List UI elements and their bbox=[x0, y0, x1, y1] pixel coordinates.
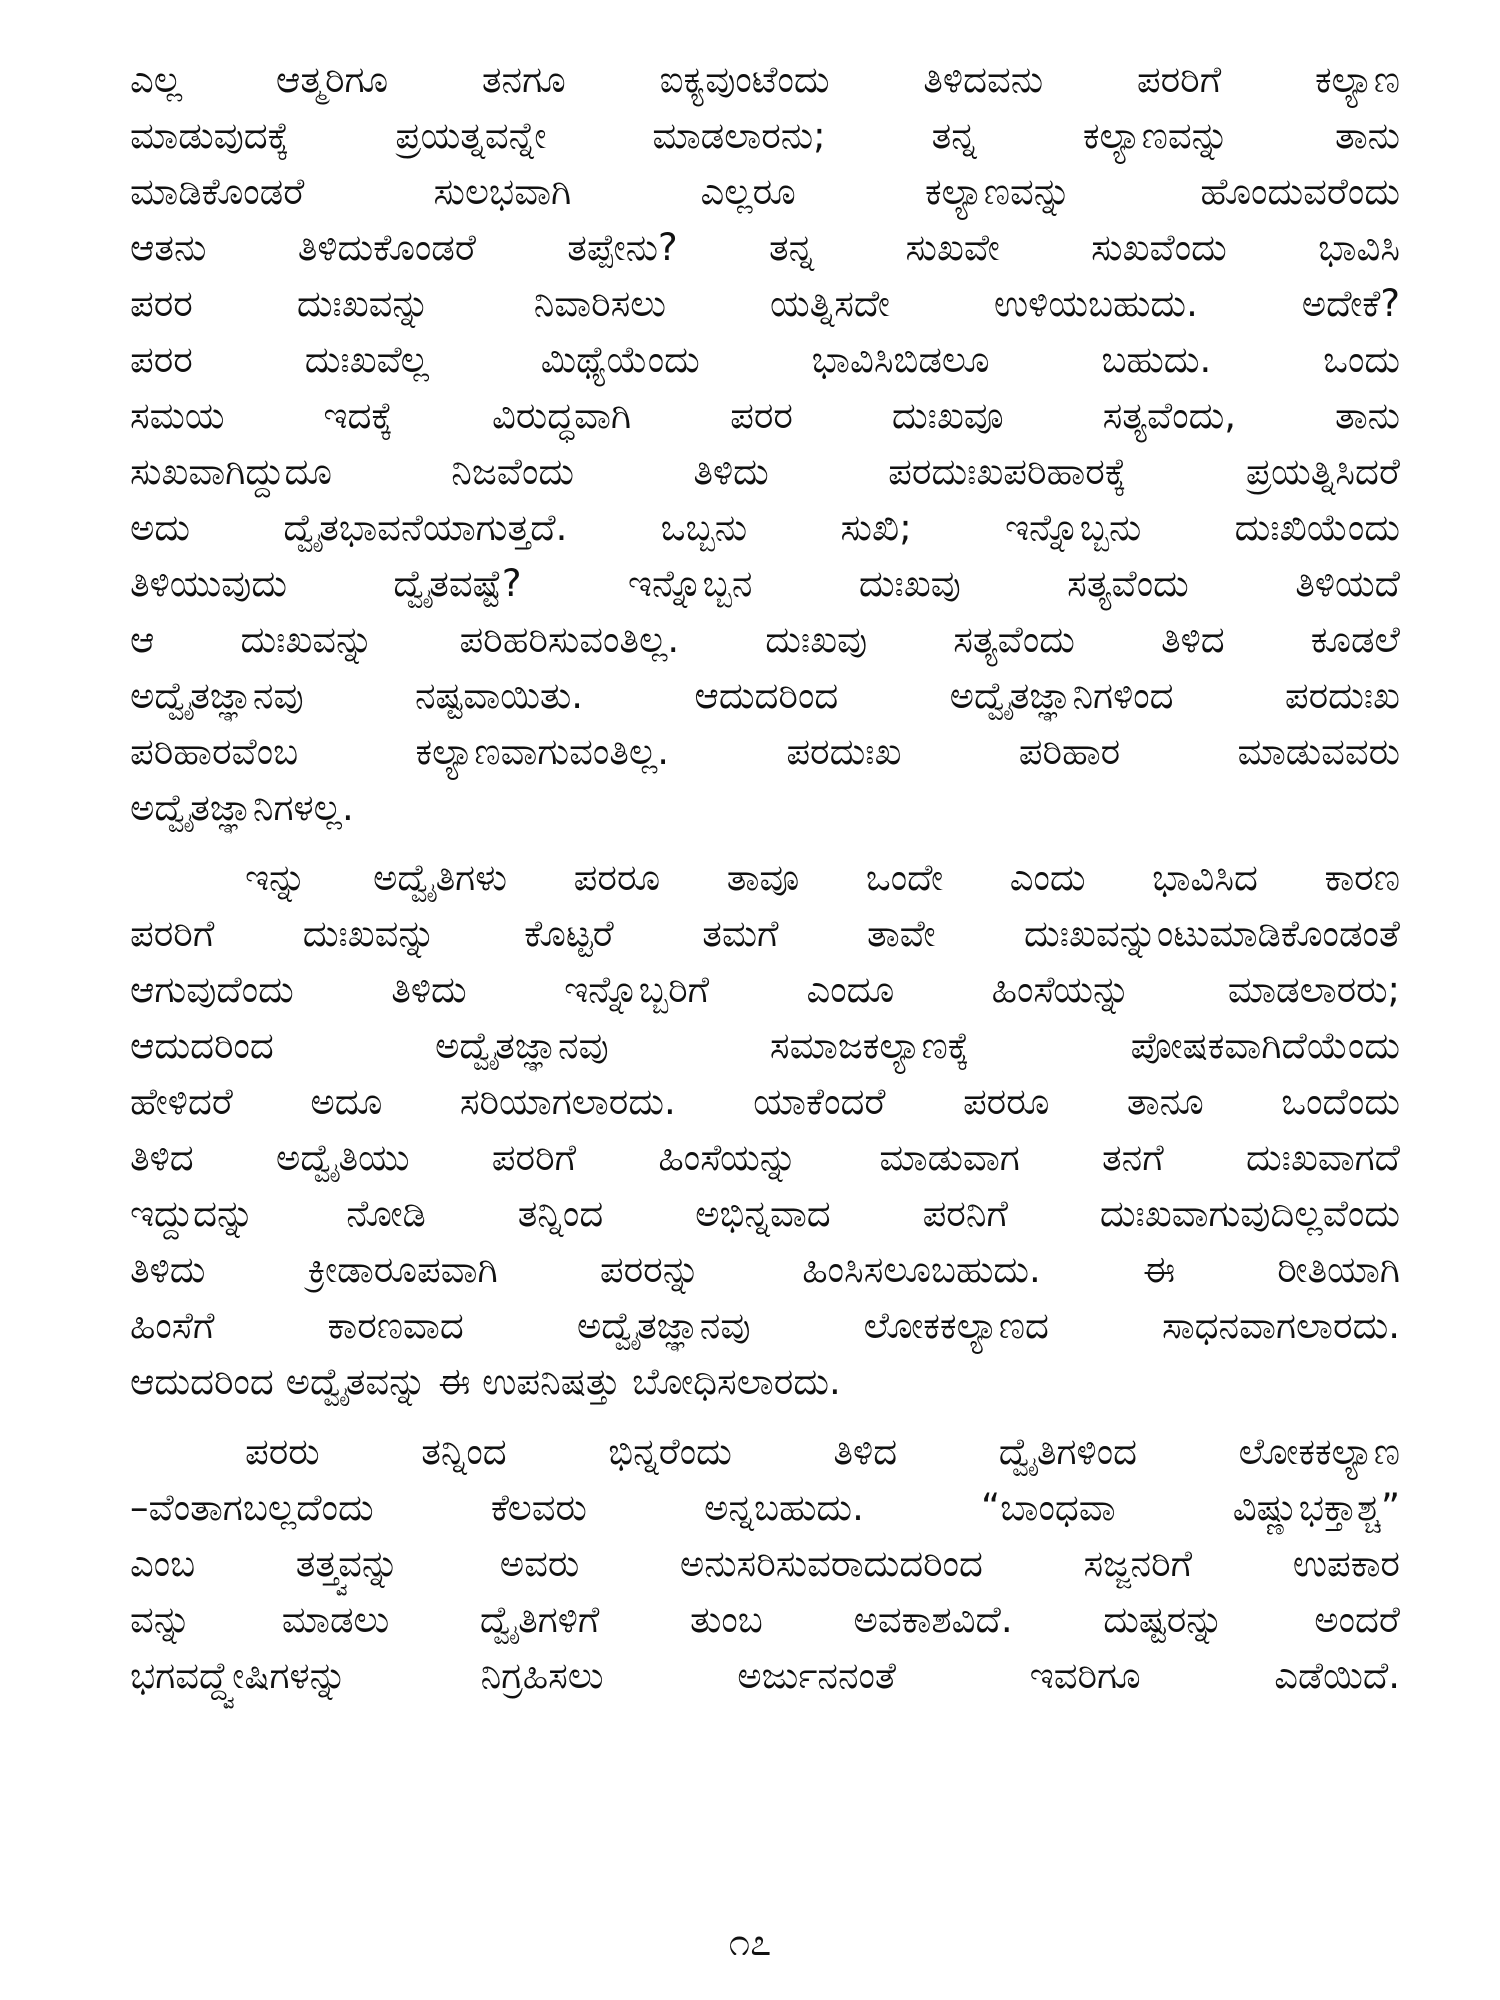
text-line: ತಿಳಿದು ಕ್ರೀಡಾರೂಪವಾಗಿ ಪರರನ್ನು ಹಿಂಸಿಸಲೂಬಹುದು. ಈ ರೀತಿಯಾಗಿ bbox=[130, 1248, 1400, 1291]
text-line: ಅದ್ವೈತಜ್ಞಾನವು ನಷ್ಟವಾಯಿತು. ಆದುದರಿಂದ ಅದ್ವೈತಜ್ಞಾನಿಗಳಿಂದ ಪರದುಃಖ bbox=[130, 674, 1400, 717]
text-line: ಹಿಂಸೆಗೆ ಕಾರಣವಾದ ಅದ್ವೈತಜ್ಞಾನವು ಲೋಕಕಲ್ಯಾಣದ ಸಾಧನವಾಗಲಾರದು. bbox=[130, 1304, 1400, 1347]
paragraph-3 bbox=[130, 1424, 1400, 1704]
text-line: ಮಾಡಿಕೊಂಡರೆ ಸುಲಭವಾಗಿ ಎಲ್ಲರೂ ಕಲ್ಯಾಣವನ್ನು ಹೊಂದುವರೆಂದು bbox=[130, 170, 1400, 213]
text-line: ಪರರ ದುಃಖವೆಲ್ಲ ಮಿಥ್ಯೆಯೆಂದು ಭಾವಿಸಿಬಿಡಲೂ ಬಹುದು. ಒಂದು bbox=[130, 338, 1400, 381]
page-number: ೧೭ bbox=[728, 1920, 772, 1964]
text-line: ಆದುದರಿಂದ ಅದ್ವೈತವನ್ನು ಈ ಉಪನಿಷತ್ತು ಬೋಧಿಸಲಾರದು. bbox=[130, 1360, 841, 1403]
text-line: ಇದ್ದುದನ್ನು ನೋಡಿ ತನ್ನಿಂದ ಅಭಿನ್ನವಾದ ಪರನಿಗೆ ದುಃಖವಾಗುವುದಿಲ್ಲವೆಂದು bbox=[130, 1192, 1400, 1235]
text-line: ಅದು ದ್ವೈತಭಾವನೆಯಾಗುತ್ತದೆ. ಒಬ್ಬನು ಸುಖಿ; ಇನ್ನೊಬ್ಬನು ದುಃಖಿಯೆಂದು bbox=[130, 506, 1400, 549]
text-line: ಇನ್ನು ಅದ್ವೈತಿಗಳು ಪರರೂ ತಾವೂ ಒಂದೇ ಎಂದು ಭಾವಿಸಿದ ಕಾರಣ bbox=[245, 856, 1400, 899]
text-line: ಅದ್ವೈತಜ್ಞಾನಿಗಳಲ್ಲ. bbox=[130, 786, 354, 829]
text-line: ಸುಖವಾಗಿದ್ದುದೂ ನಿಜವೆಂದು ತಿಳಿದು ಪರದುಃಖಪರಿಹಾರಕ್ಕೆ ಪ್ರಯತ್ನಿಸಿದರೆ bbox=[130, 450, 1400, 493]
text-line: ಪರಿಹಾರವೆಂಬ ಕಲ್ಯಾಣವಾಗುವಂತಿಲ್ಲ. ಪರದುಃಖ ಪರಿಹಾರ ಮಾಡುವವರು bbox=[130, 730, 1400, 773]
text-line: ಪರರು ತನ್ನಿಂದ ಭಿನ್ನರೆಂದು ತಿಳಿದ ದ್ವೈತಿಗಳಿಂದ ಲೋಕಕಲ್ಯಾಣ bbox=[245, 1430, 1400, 1473]
text-line: ತಿಳಿದ ಅದ್ವೈತಿಯು ಪರರಿಗೆ ಹಿಂಸೆಯನ್ನು ಮಾಡುವಾಗ ತನಗೆ ದುಃಖವಾಗದೆ bbox=[130, 1136, 1400, 1179]
paragraph-1 bbox=[130, 52, 1400, 836]
text-line: ಆ ದುಃಖವನ್ನು ಪರಿಹರಿಸುವಂತಿಲ್ಲ. ದುಃಖವು ಸತ್ಯವೆಂದು ತಿಳಿದ ಕೂಡಲೆ bbox=[130, 618, 1400, 661]
text-line: ಎಂಬ ತತ್ತ್ವವನ್ನು ಅವರು ಅನುಸರಿಸುವರಾದುದರಿಂದ ಸಜ್ಜನರಿಗೆ ಉಪಕಾರ bbox=[130, 1542, 1400, 1585]
text-line: ಮಾಡುವುದಕ್ಕೆ ಪ್ರಯತ್ನವನ್ನೇ ಮಾಡಲಾರನು; ತನ್ನ ಕಲ್ಯಾಣವನ್ನು ತಾನು bbox=[130, 114, 1400, 157]
text-line: –ವೆಂತಾಗಬಲ್ಲದೆಂದು ಕೆಲವರು ಅನ್ನಬಹುದು. “ಬಾಂಧವಾ ವಿಷ್ಣುಭಕ್ತಾಶ್ಚ” bbox=[130, 1486, 1400, 1529]
paragraph-2 bbox=[130, 850, 1400, 1410]
text-line: ಆತನು ತಿಳಿದುಕೊಂಡರೆ ತಪ್ಪೇನು? ತನ್ನ ಸುಖವೇ ಸುಖವೆಂದು ಭಾವಿಸಿ bbox=[130, 226, 1400, 269]
text-line: ಪರರಿಗೆ ದುಃಖವನ್ನು ಕೊಟ್ಟರೆ ತಮಗೆ ತಾವೇ ದುಃಖವನ್ನುಂಟುಮಾಡಿಕೊಂಡಂತೆ bbox=[130, 912, 1400, 955]
text-line: ಹೇಳಿದರೆ ಅದೂ ಸರಿಯಾಗಲಾರದು. ಯಾಕೆಂದರೆ ಪರರೂ ತಾನೂ ಒಂದೆಂದು bbox=[130, 1080, 1400, 1123]
text-line: ಆಗುವುದೆಂದು ತಿಳಿದು ಇನ್ನೊಬ್ಬರಿಗೆ ಎಂದೂ ಹಿಂಸೆಯನ್ನು ಮಾಡಲಾರರು; bbox=[130, 968, 1400, 1011]
text-line: ಪರರ ದುಃಖವನ್ನು ನಿವಾರಿಸಲು ಯತ್ನಿಸದೇ ಉಳಿಯಬಹುದು. ಅದೇಕೆ? bbox=[130, 282, 1400, 325]
text-line: ತಿಳಿಯುವುದು ದ್ವೈತವಷ್ಟೆ? ಇನ್ನೊಬ್ಬನ ದುಃಖವು ಸತ್ಯವೆಂದು ತಿಳಿಯದೆ bbox=[130, 562, 1400, 605]
text-line: ಎಲ್ಲ ಆತ್ಮರಿಗೂ ತನಗೂ ಐಕ್ಯವುಂಟೆಂದು ತಿಳಿದವನು ಪರರಿಗೆ ಕಲ್ಯಾಣ bbox=[130, 58, 1400, 101]
text-line: ಸಮಯ ಇದಕ್ಕೆ ವಿರುದ್ಧವಾಗಿ ಪರರ ದುಃಖವೂ ಸತ್ಯವೆಂದು, ತಾನು bbox=[130, 394, 1400, 437]
document-page bbox=[130, 52, 1400, 1952]
text-line: ವನ್ನು ಮಾಡಲು ದ್ವೈತಿಗಳಿಗೆ ತುಂಬ ಅವಕಾಶವಿದೆ. ದುಷ್ಟರನ್ನು ಅಂದರೆ bbox=[130, 1598, 1400, 1641]
text-line: ಭಗವದ್ದ್ವೇಷಿಗಳನ್ನು ನಿಗ್ರಹಿಸಲು ಅರ್ಜುನನಂತೆ ಇವರಿಗೂ ಎಡೆಯಿದೆ. bbox=[130, 1654, 1400, 1697]
text-line: ಆದುದರಿಂದ ಅದ್ವೈತಜ್ಞಾನವು ಸಮಾಜಕಲ್ಯಾಣಕ್ಕೆ ಪೋಷಕವಾಗಿದೆಯೆಂದು bbox=[130, 1024, 1400, 1067]
